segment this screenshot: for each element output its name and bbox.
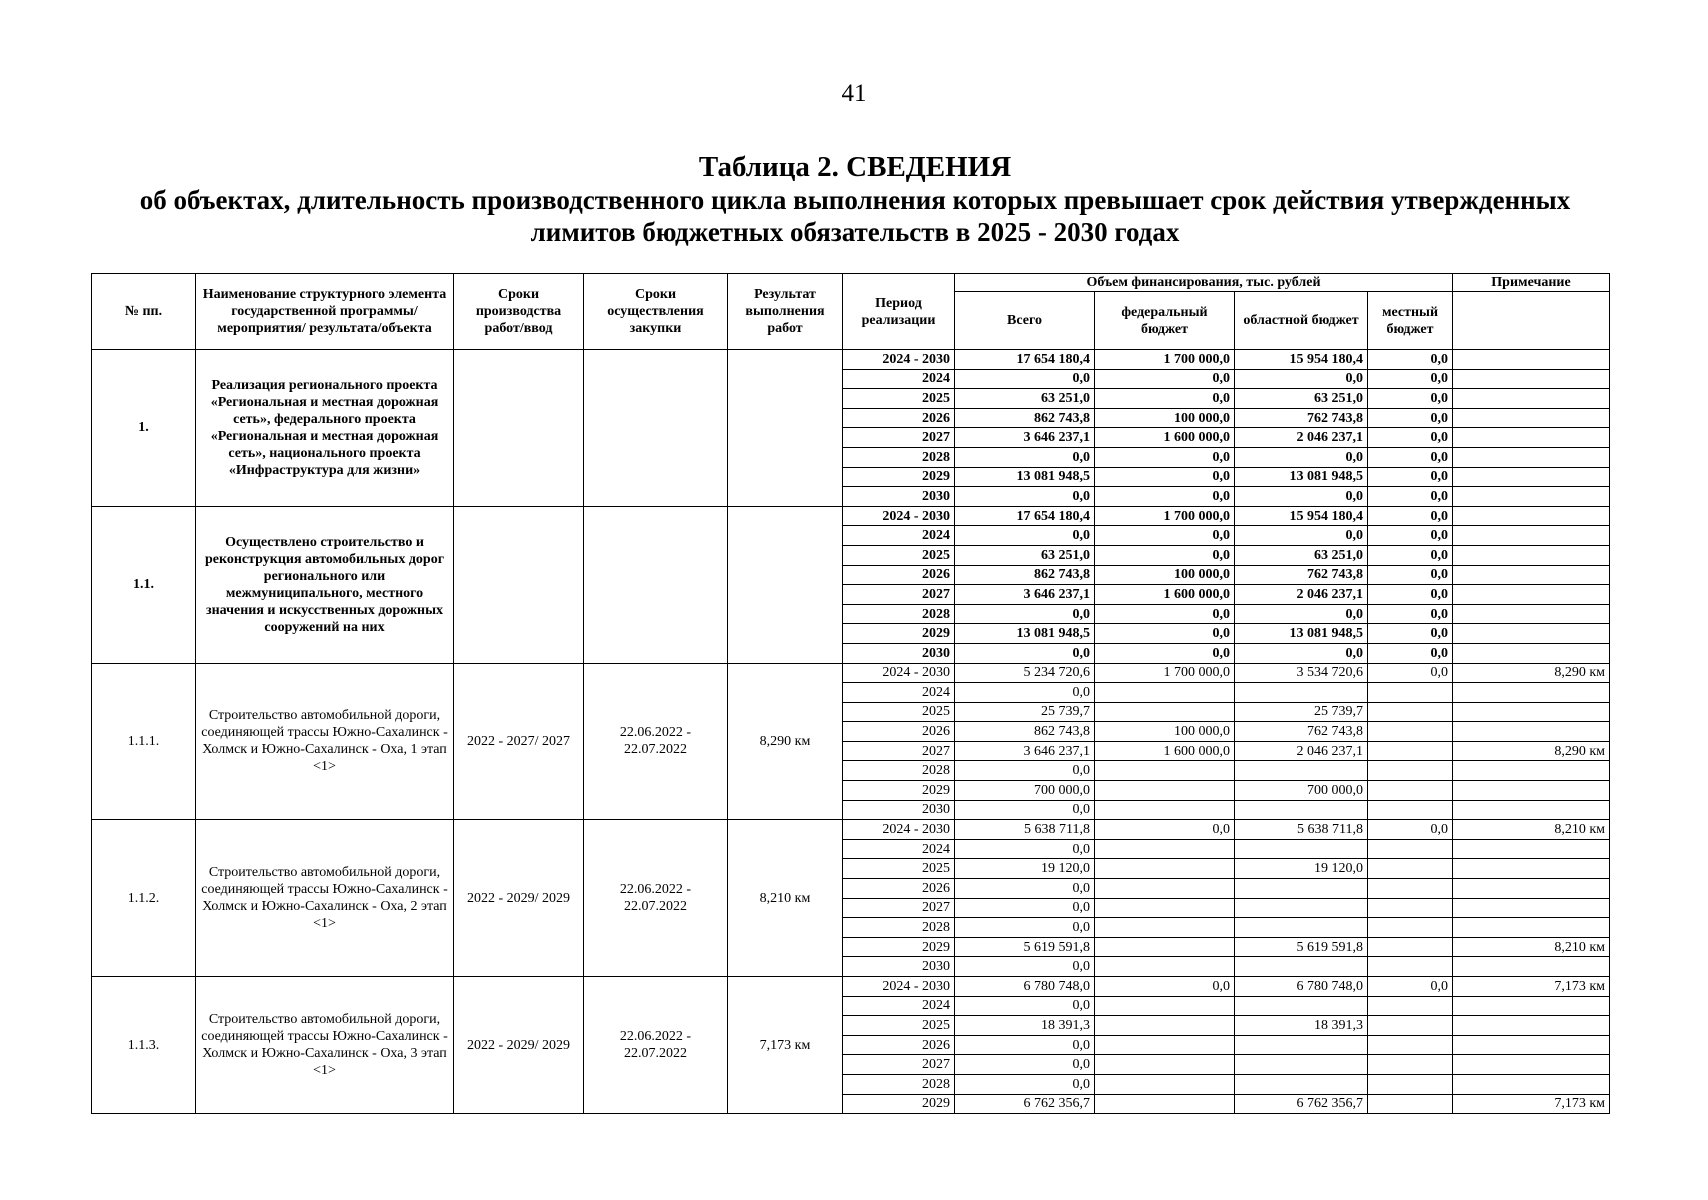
cell-regional: 0,0 [1235,447,1368,467]
cell-total: 0,0 [955,1035,1095,1055]
cell-total: 6 762 356,7 [955,1094,1095,1114]
cell-regional [1235,839,1368,859]
cell-regional: 19 120,0 [1235,859,1368,879]
cell-local [1368,996,1453,1016]
cell-federal [1095,1055,1235,1075]
cell-period: 2024 [843,996,955,1016]
cell-note [1453,643,1610,663]
cell-regional [1235,1055,1368,1075]
cell-note [1453,506,1610,526]
cell-period: 2024 [843,369,955,389]
cell-local [1368,702,1453,722]
cell-period: 2030 [843,800,955,820]
cell-period: 2024 - 2030 [843,350,955,370]
cell-regional: 0,0 [1235,643,1368,663]
cell-federal: 0,0 [1095,820,1235,840]
cell-local: 0,0 [1368,369,1453,389]
header-period: Период реализации [843,274,955,350]
row-terms-production: 2022 - 2029/ 2029 [454,820,584,977]
title-line-1: Таблица 2. СВЕДЕНИЯ [698,151,1012,183]
cell-note [1453,369,1610,389]
cell-local [1368,1094,1453,1114]
cell-total: 0,0 [955,996,1095,1016]
page-number: 41 [841,80,867,107]
cell-local: 0,0 [1368,624,1453,644]
header-terms-production: Сроки производства работ/ввод [454,274,584,350]
cell-federal: 0,0 [1095,643,1235,663]
cell-note [1453,839,1610,859]
cell-note [1453,683,1610,703]
cell-note [1453,702,1610,722]
row-result [728,350,843,507]
cell-total: 0,0 [955,487,1095,507]
header-local: местный бюджет [1368,292,1453,350]
cell-total: 862 743,8 [955,565,1095,585]
cell-period: 2029 [843,624,955,644]
cell-period: 2025 [843,859,955,879]
header-note-blank [1453,292,1610,350]
cell-federal: 0,0 [1095,604,1235,624]
row-terms-production: 2022 - 2027/ 2027 [454,663,584,820]
cell-note: 7,173 км [1453,1094,1610,1114]
cell-regional: 6 762 356,7 [1235,1094,1368,1114]
cell-regional: 13 081 948,5 [1235,467,1368,487]
cell-federal [1095,1074,1235,1094]
table-row [92,977,1610,997]
cell-federal: 0,0 [1095,977,1235,997]
cell-period: 2029 [843,1094,955,1114]
row-number: 1.1.1. [92,663,196,820]
cell-note [1453,781,1610,801]
cell-total: 0,0 [955,643,1095,663]
cell-note [1453,1055,1610,1075]
row-terms-production [454,506,584,663]
cell-total: 25 739,7 [955,702,1095,722]
cell-period: 2026 [843,879,955,899]
cell-total: 0,0 [955,800,1095,820]
cell-regional: 762 743,8 [1235,565,1368,585]
cell-local [1368,879,1453,899]
cell-federal [1095,1094,1235,1114]
cell-local [1368,741,1453,761]
cell-federal [1095,859,1235,879]
cell-period: 2024 - 2030 [843,820,955,840]
row-number: 1.1.2. [92,820,196,977]
header-funding: Объем финансирования, тыс. рублей [955,274,1453,292]
cell-total: 5 234 720,6 [955,663,1095,683]
row-terms-production [454,350,584,507]
cell-local: 0,0 [1368,447,1453,467]
cell-local [1368,898,1453,918]
cell-federal [1095,800,1235,820]
cell-local: 0,0 [1368,977,1453,997]
cell-local [1368,761,1453,781]
cell-local [1368,1074,1453,1094]
cell-federal: 0,0 [1095,487,1235,507]
cell-regional: 0,0 [1235,369,1368,389]
cell-local [1368,839,1453,859]
cell-note [1453,1016,1610,1036]
cell-regional: 3 534 720,6 [1235,663,1368,683]
cell-total: 13 081 948,5 [955,467,1095,487]
cell-note [1453,1074,1610,1094]
cell-total: 0,0 [955,683,1095,703]
cell-regional: 63 251,0 [1235,545,1368,565]
cell-local [1368,1035,1453,1055]
cell-total: 3 646 237,1 [955,585,1095,605]
header-num: № пп. [92,274,196,350]
cell-federal [1095,761,1235,781]
cell-total: 13 081 948,5 [955,624,1095,644]
cell-regional [1235,683,1368,703]
cell-note [1453,526,1610,546]
row-result: 8,210 км [728,820,843,977]
cell-period: 2028 [843,447,955,467]
cell-note [1453,408,1610,428]
cell-regional [1235,800,1368,820]
header-regional: областной бюджет [1235,292,1368,350]
cell-period: 2024 [843,526,955,546]
cell-period: 2029 [843,781,955,801]
cell-total: 3 646 237,1 [955,428,1095,448]
cell-federal: 0,0 [1095,526,1235,546]
cell-regional [1235,898,1368,918]
cell-federal: 1 700 000,0 [1095,350,1235,370]
cell-note [1453,1035,1610,1055]
cell-period: 2028 [843,1074,955,1094]
cell-local: 0,0 [1368,487,1453,507]
cell-note [1453,957,1610,977]
cell-note: 8,210 км [1453,937,1610,957]
cell-local [1368,800,1453,820]
cell-regional [1235,996,1368,1016]
cell-federal [1095,996,1235,1016]
row-result [728,506,843,663]
cell-total: 5 638 711,8 [955,820,1095,840]
cell-local: 0,0 [1368,467,1453,487]
cell-federal: 0,0 [1095,447,1235,467]
cell-note [1453,467,1610,487]
cell-note: 8,210 км [1453,820,1610,840]
cell-federal [1095,839,1235,859]
cell-total: 0,0 [955,1055,1095,1075]
cell-federal: 0,0 [1095,624,1235,644]
cell-total: 17 654 180,4 [955,506,1095,526]
cell-regional: 762 743,8 [1235,408,1368,428]
cell-period: 2028 [843,918,955,938]
row-terms-purchase: 22.06.2022 - 22.07.2022 [584,977,728,1114]
cell-total: 0,0 [955,526,1095,546]
header-federal: федеральный бюджет [1095,292,1235,350]
cell-federal: 0,0 [1095,389,1235,409]
cell-period: 2028 [843,761,955,781]
cell-local [1368,918,1453,938]
cell-period: 2025 [843,1016,955,1036]
cell-period: 2030 [843,643,955,663]
cell-period: 2027 [843,898,955,918]
cell-federal [1095,1016,1235,1036]
objects-table [91,273,1610,1114]
cell-local: 0,0 [1368,350,1453,370]
cell-regional: 2 046 237,1 [1235,585,1368,605]
cell-note: 8,290 км [1453,663,1610,683]
row-name: Реализация регионального проекта «Региональная и местная дорожная сеть», федерального проекта «Региональная и местная дорожная сеть», национального проекта «Инфраструктура для жизни» [196,350,454,507]
cell-local: 0,0 [1368,565,1453,585]
cell-total: 17 654 180,4 [955,350,1095,370]
cell-period: 2029 [843,937,955,957]
cell-total: 63 251,0 [955,389,1095,409]
cell-regional: 5 638 711,8 [1235,820,1368,840]
cell-note [1453,761,1610,781]
cell-local [1368,683,1453,703]
table-body [92,350,1610,1114]
cell-regional [1235,761,1368,781]
cell-note: 7,173 км [1453,977,1610,997]
cell-total: 63 251,0 [955,545,1095,565]
cell-period: 2030 [843,957,955,977]
cell-federal [1095,918,1235,938]
cell-period: 2026 [843,408,955,428]
cell-regional: 0,0 [1235,526,1368,546]
row-name: Осуществлено строительство и реконструкция автомобильных дорог регионального или межмуниципального, местного значения и искусственных дорожных сооружений на них [196,506,454,663]
header-result: Результат выполнения работ [728,274,843,350]
cell-total: 0,0 [955,447,1095,467]
cell-period: 2026 [843,722,955,742]
cell-period: 2026 [843,1035,955,1055]
cell-note [1453,722,1610,742]
cell-regional: 25 739,7 [1235,702,1368,722]
cell-period: 2024 - 2030 [843,506,955,526]
cell-regional [1235,879,1368,899]
cell-local: 0,0 [1368,428,1453,448]
cell-period: 2025 [843,389,955,409]
cell-regional [1235,1074,1368,1094]
cell-regional: 700 000,0 [1235,781,1368,801]
cell-note [1453,624,1610,644]
cell-regional [1235,1035,1368,1055]
cell-regional [1235,918,1368,938]
cell-regional: 5 619 591,8 [1235,937,1368,957]
cell-local [1368,781,1453,801]
cell-federal [1095,898,1235,918]
row-name: Строительство автомобильной дороги, соединяющей трассы Южно-Сахалинск - Холмск и Южно-Сахалинск - Оха, 3 этап <1> [196,977,454,1114]
cell-total: 700 000,0 [955,781,1095,801]
cell-federal: 0,0 [1095,467,1235,487]
cell-regional [1235,957,1368,977]
cell-period: 2026 [843,565,955,585]
cell-federal [1095,683,1235,703]
cell-federal [1095,937,1235,957]
row-name: Строительство автомобильной дороги, соединяющей трассы Южно-Сахалинск - Холмск и Южно-Сахалинск - Оха, 1 этап <1> [196,663,454,820]
cell-period: 2024 [843,683,955,703]
cell-note [1453,800,1610,820]
row-terms-purchase [584,506,728,663]
row-number: 1.1. [92,506,196,663]
cell-federal: 0,0 [1095,545,1235,565]
header-terms-purchase: Сроки осуществления закупки [584,274,728,350]
cell-note [1453,585,1610,605]
cell-regional: 0,0 [1235,487,1368,507]
cell-total: 0,0 [955,1074,1095,1094]
cell-local: 0,0 [1368,545,1453,565]
cell-period: 2024 [843,839,955,859]
cell-federal: 100 000,0 [1095,565,1235,585]
cell-local: 0,0 [1368,506,1453,526]
cell-federal: 1 700 000,0 [1095,663,1235,683]
cell-regional: 762 743,8 [1235,722,1368,742]
table-row [92,350,1610,370]
table-row [92,820,1610,840]
cell-total: 0,0 [955,839,1095,859]
cell-period: 2025 [843,702,955,722]
cell-total: 862 743,8 [955,408,1095,428]
row-terms-purchase [584,350,728,507]
cell-local: 0,0 [1368,663,1453,683]
cell-note [1453,879,1610,899]
row-result: 7,173 км [728,977,843,1114]
cell-period: 2024 - 2030 [843,977,955,997]
cell-regional: 2 046 237,1 [1235,741,1368,761]
cell-note [1453,918,1610,938]
cell-period: 2027 [843,1055,955,1075]
cell-period: 2027 [843,428,955,448]
cell-federal: 100 000,0 [1095,408,1235,428]
cell-federal: 100 000,0 [1095,722,1235,742]
header-note: Примечание [1453,274,1610,292]
cell-federal [1095,781,1235,801]
cell-total: 3 646 237,1 [955,741,1095,761]
cell-total: 0,0 [955,898,1095,918]
cell-local: 0,0 [1368,408,1453,428]
cell-federal [1095,702,1235,722]
header-name: Наименование структурного элемента государственной программы/мероприятия/ результата/объекта [196,274,454,350]
cell-federal: 1 600 000,0 [1095,585,1235,605]
cell-local: 0,0 [1368,643,1453,663]
table-row [92,663,1610,683]
cell-federal [1095,957,1235,977]
cell-total: 6 780 748,0 [955,977,1095,997]
cell-period: 2024 - 2030 [843,663,955,683]
cell-federal [1095,879,1235,899]
cell-period: 2027 [843,741,955,761]
table-row [92,506,1610,526]
cell-note [1453,996,1610,1016]
cell-local [1368,722,1453,742]
cell-local [1368,1016,1453,1036]
row-terms-purchase: 22.06.2022 - 22.07.2022 [584,663,728,820]
cell-period: 2029 [843,467,955,487]
cell-note: 8,290 км [1453,741,1610,761]
cell-note [1453,447,1610,467]
cell-note [1453,898,1610,918]
cell-regional: 0,0 [1235,604,1368,624]
cell-local [1368,859,1453,879]
cell-total: 0,0 [955,918,1095,938]
cell-total: 19 120,0 [955,859,1095,879]
cell-local [1368,937,1453,957]
cell-total: 0,0 [955,957,1095,977]
cell-note [1453,428,1610,448]
header-total: Всего [955,292,1095,350]
cell-federal: 1 600 000,0 [1095,428,1235,448]
cell-federal: 1 600 000,0 [1095,741,1235,761]
cell-total: 5 619 591,8 [955,937,1095,957]
cell-period: 2025 [843,545,955,565]
cell-total: 0,0 [955,604,1095,624]
cell-local: 0,0 [1368,604,1453,624]
cell-regional: 6 780 748,0 [1235,977,1368,997]
row-number: 1. [92,350,196,507]
cell-federal [1095,1035,1235,1055]
cell-period: 2028 [843,604,955,624]
cell-local [1368,1055,1453,1075]
cell-total: 0,0 [955,879,1095,899]
cell-total: 18 391,3 [955,1016,1095,1036]
cell-note [1453,604,1610,624]
cell-local: 0,0 [1368,820,1453,840]
row-terms-production: 2022 - 2029/ 2029 [454,977,584,1114]
title-line-3: лимитов бюджетных обязательств в 2025 - 2030 годах [530,217,1180,247]
cell-local: 0,0 [1368,585,1453,605]
cell-regional: 18 391,3 [1235,1016,1368,1036]
cell-note [1453,389,1610,409]
cell-note [1453,545,1610,565]
cell-total: 0,0 [955,761,1095,781]
cell-period: 2030 [843,487,955,507]
row-result: 8,290 км [728,663,843,820]
cell-total: 862 743,8 [955,722,1095,742]
cell-total: 0,0 [955,369,1095,389]
row-terms-purchase: 22.06.2022 - 22.07.2022 [584,820,728,977]
cell-regional: 15 954 180,4 [1235,506,1368,526]
cell-note [1453,487,1610,507]
cell-federal: 1 700 000,0 [1095,506,1235,526]
cell-regional: 13 081 948,5 [1235,624,1368,644]
row-name: Строительство автомобильной дороги, соединяющей трассы Южно-Сахалинск - Холмск и Южно-Сахалинск - Оха, 2 этап <1> [196,820,454,977]
cell-regional: 15 954 180,4 [1235,350,1368,370]
cell-local [1368,957,1453,977]
cell-local: 0,0 [1368,526,1453,546]
cell-note [1453,350,1610,370]
title-line-2: об объектах, длительность производственного цикла выполнения которых превышает срок действия утвержденных [139,185,1571,215]
cell-federal: 0,0 [1095,369,1235,389]
cell-period: 2027 [843,585,955,605]
cell-regional: 63 251,0 [1235,389,1368,409]
cell-local: 0,0 [1368,389,1453,409]
cell-note [1453,859,1610,879]
row-number: 1.1.3. [92,977,196,1114]
cell-regional: 2 046 237,1 [1235,428,1368,448]
cell-note [1453,565,1610,585]
page-title [80,150,1630,248]
